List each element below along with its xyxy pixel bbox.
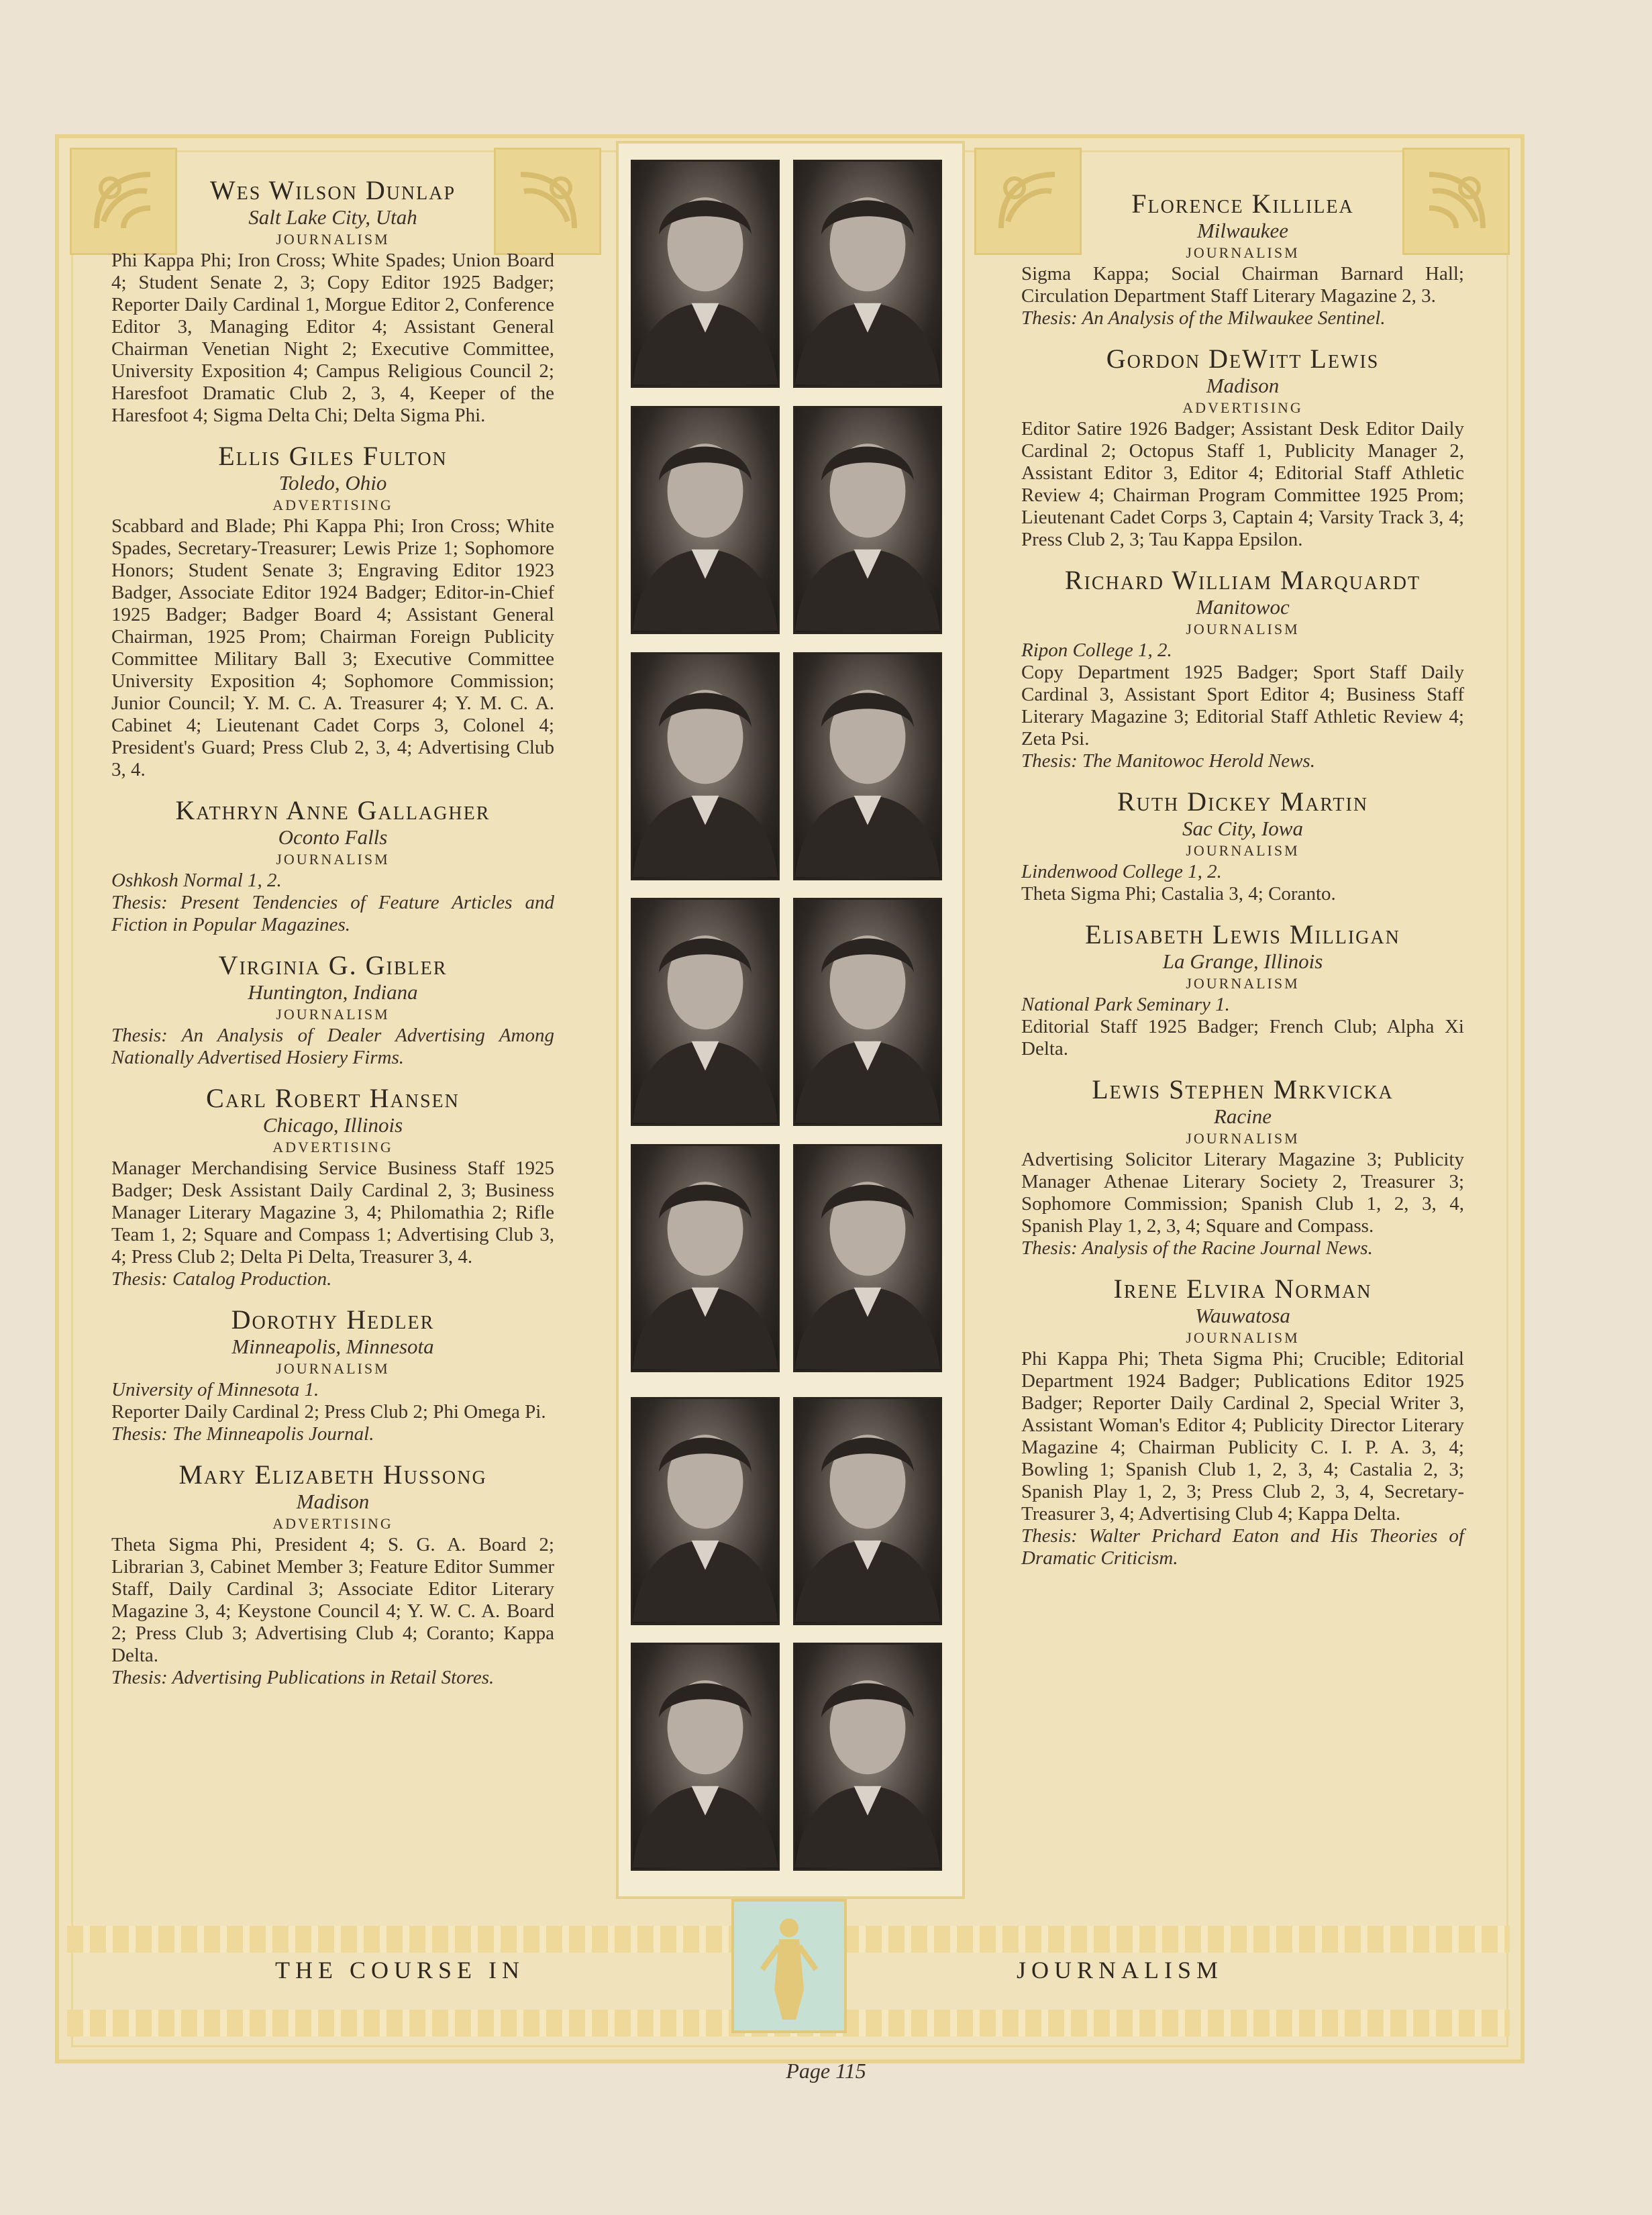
student-portrait bbox=[793, 898, 942, 1126]
thesis: Thesis: An Analysis of Dealer Advertising Among Nationally Advertised Hosiery Firms. bbox=[111, 1025, 554, 1068]
thesis: Thesis: Present Tendencies of Feature Articles and Fiction in Popular Magazines. bbox=[111, 892, 554, 935]
entry-fulton bbox=[111, 442, 554, 781]
student-name: Gordon DeWitt Lewis bbox=[1106, 344, 1380, 374]
portrait-silhouette-icon bbox=[633, 408, 778, 632]
portrait-silhouette-icon bbox=[633, 162, 778, 386]
thesis: Thesis: Advertising Publications in Retail Stores. bbox=[111, 1667, 495, 1688]
student-portrait bbox=[631, 652, 780, 880]
entry-lewis bbox=[1021, 344, 1464, 551]
course-label: ADVERTISING bbox=[1182, 399, 1303, 416]
entry-hedler bbox=[111, 1305, 554, 1445]
left-column bbox=[111, 176, 554, 1704]
student-portrait bbox=[793, 1643, 942, 1871]
entry-gibler bbox=[111, 951, 554, 1069]
student-portrait bbox=[631, 160, 780, 388]
hometown: Racine bbox=[1213, 1104, 1272, 1128]
entry-killilea bbox=[1021, 189, 1464, 329]
prior-school: Lindenwood College 1, 2. bbox=[1021, 861, 1222, 882]
portrait-silhouette-icon bbox=[795, 1645, 940, 1869]
portrait-silhouette-icon bbox=[633, 1645, 778, 1869]
hometown: Milwaukee bbox=[1196, 219, 1288, 242]
student-name: Kathryn Anne Gallagher bbox=[175, 795, 491, 825]
portrait-silhouette-icon bbox=[795, 408, 940, 632]
entry-hansen bbox=[111, 1084, 554, 1290]
course-label: JOURNALISM bbox=[276, 231, 390, 248]
student-portrait bbox=[793, 160, 942, 388]
activities: Manager Merchandising Service Business Staff 1925 Badger; Desk Assistant Daily Cardinal 2, 3; Business Manager Literary Magazine 3, 4; Philomathia 2; Rifle Team 1, 2; Square and Compass 1; Advertising Club 3, 4; Press Club 2; Delta Pi Delta, Treasurer 3, 4. bbox=[111, 1157, 554, 1268]
student-name: Virginia G. Gibler bbox=[218, 950, 448, 980]
course-label: JOURNALISM bbox=[276, 1360, 390, 1377]
entry-hussong bbox=[111, 1460, 554, 1689]
student-name: Florence Killilea bbox=[1131, 189, 1354, 219]
student-portrait bbox=[793, 1397, 942, 1625]
activities: Reporter Daily Cardinal 2; Press Club 2; Phi Omega Pi. bbox=[111, 1401, 546, 1423]
thesis: Thesis: Catalog Production. bbox=[111, 1268, 332, 1290]
activities: Scabbard and Blade; Phi Kappa Phi; Iron Cross; White Spades, Secretary-Treasurer; Lewis Prize 1; Sophomore Honors; Student Senate 3; Engraving Editor 1923 Badger, Associate Editor 1924 Badger; Editor-in-Chief 1925 Badger; Badger Board 4; Assistant General Chairman, 1925 Prom; Chairman Foreign Publicity Committee Military Ball 3; Executive Committee University Exposition 4; Sophomore Commission; Junior Council; Y. M. C. A. Treasurer 4; Y. M. C. A. Cabinet 4; Lieutenant Cadet Corps 3, Colonel 4; President's Guard; Press Club 2, 3, 4; Advertising Club 3, 4. bbox=[111, 515, 554, 780]
student-name: Dorothy Hedler bbox=[231, 1304, 435, 1335]
student-name: Elisabeth Lewis Milligan bbox=[1085, 919, 1400, 949]
hometown: Chicago, Illinois bbox=[262, 1113, 403, 1137]
course-label: JOURNALISM bbox=[276, 1006, 390, 1023]
activities: Theta Sigma Phi, President 4; S. G. A. Board 2; Librarian 3, Cabinet Member 3; Feature Editor Summer Staff, Daily Cardinal 3; Associate Editor Literary Magazine 3, 4; Keystone Council 4; Y. W. C. A. Board 2; Press Club 3; Advertising Club 4; Coranto; Kappa Delta. bbox=[111, 1534, 554, 1666]
course-label: JOURNALISM bbox=[1186, 975, 1300, 992]
course-label: JOURNALISM bbox=[276, 851, 390, 868]
prior-school: National Park Seminary 1. bbox=[1021, 994, 1230, 1015]
hometown: Madison bbox=[296, 1490, 370, 1513]
entry-marquardt bbox=[1021, 566, 1464, 772]
right-column bbox=[1021, 189, 1464, 1584]
student-portrait bbox=[631, 1144, 780, 1372]
portrait-silhouette-icon bbox=[795, 1146, 940, 1370]
entry-mrkvicka bbox=[1021, 1075, 1464, 1259]
activities: Phi Kappa Phi; Theta Sigma Phi; Crucible; Editorial Department 1924 Badger; Publications Editor 1925 Badger; Reporter Daily Cardinal 2, Special Writer 3, Assistant Woman's Editor 4; Publicity Director Literary Magazine 4; Chairman Publicity C. I. P. A. 3, 4; Bowling 1; Spanish Club 1, 2, 3, 4; Castalia 2, 3; Spanish Play 1, 2, 3; Press Club 2, 3, 4, Secretary-Treasurer 3, 4; Advertising Club 4; Kappa Delta. bbox=[1021, 1348, 1464, 1525]
hometown: Madison bbox=[1206, 374, 1280, 397]
course-label: ADVERTISING bbox=[272, 497, 393, 513]
hometown: Wauwatosa bbox=[1195, 1304, 1290, 1327]
portrait-silhouette-icon bbox=[795, 1399, 940, 1623]
footer-title-right: JOURNALISM bbox=[1017, 1957, 1224, 1984]
course-label: JOURNALISM bbox=[1186, 621, 1300, 637]
student-name: Carl Robert Hansen bbox=[206, 1083, 460, 1113]
hometown: Oconto Falls bbox=[278, 825, 388, 849]
prior-school: Ripon College 1, 2. bbox=[1021, 639, 1172, 661]
course-label: JOURNALISM bbox=[1186, 1329, 1300, 1346]
prior-school: Oshkosh Normal 1, 2. bbox=[111, 870, 282, 891]
activities: Advertising Solicitor Literary Magazine 3; Publicity Manager Athenae Literary Society 2, Treasurer 3; Sophomore Commission; Spanish Club 1, 2, 3, 4, Spanish Play 1, 2, 3, 4; Square and Compass. bbox=[1021, 1149, 1464, 1237]
student-name: Irene Elvira Norman bbox=[1113, 1274, 1372, 1304]
hometown: Huntington, Indiana bbox=[248, 980, 418, 1004]
thesis: Thesis: Analysis of the Racine Journal News. bbox=[1021, 1237, 1373, 1259]
portrait-silhouette-icon bbox=[633, 1399, 778, 1623]
activities: Copy Department 1925 Badger; Sport Staff Daily Cardinal 3, Assistant Sport Editor 4; Business Staff Literary Magazine 3; Editorial Staff Athletic Review 4; Zeta Psi. bbox=[1021, 662, 1464, 750]
activities: Editor Satire 1926 Badger; Assistant Desk Editor Daily Cardinal 2; Octopus Staff 1, Publicity Manager 2, Assistant Editor 3, Editor 4; Editorial Staff Athletic Review 4; Chairman Program Committee 1925 Prom; Lieutenant Cadet Corps 3, Captain 4; Varsity Track 3, 4; Press Club 2, 3; Tau Kappa Epsilon. bbox=[1021, 418, 1464, 550]
course-label: ADVERTISING bbox=[272, 1139, 393, 1155]
course-label: JOURNALISM bbox=[1186, 842, 1300, 859]
student-name: Lewis Stephen Mrkvicka bbox=[1092, 1074, 1394, 1104]
hometown: Sac City, Iowa bbox=[1182, 817, 1303, 840]
prior-school: University of Minnesota 1. bbox=[111, 1379, 319, 1400]
page-number: Page 115 bbox=[786, 2059, 866, 2083]
activities: Editorial Staff 1925 Badger; French Club; Alpha Xi Delta. bbox=[1021, 1016, 1464, 1060]
hometown: Salt Lake City, Utah bbox=[248, 205, 417, 229]
thesis: Thesis: The Manitowoc Herold News. bbox=[1021, 750, 1315, 772]
student-name: Ruth Dickey Martin bbox=[1117, 786, 1369, 817]
entry-gallagher bbox=[111, 796, 554, 936]
student-name: Richard William Marquardt bbox=[1064, 565, 1421, 595]
hometown: Toledo, Ohio bbox=[278, 471, 387, 495]
thesis: Thesis: An Analysis of the Milwaukee Sentinel. bbox=[1021, 307, 1386, 329]
student-portrait bbox=[631, 1397, 780, 1625]
student-name: Wes Wilson Dunlap bbox=[209, 175, 456, 205]
portrait-silhouette-icon bbox=[795, 900, 940, 1124]
student-portrait bbox=[631, 406, 780, 634]
course-label: ADVERTISING bbox=[272, 1515, 393, 1532]
course-label: JOURNALISM bbox=[1186, 1130, 1300, 1147]
emblem bbox=[731, 1899, 847, 2033]
activities: Sigma Kappa; Social Chairman Barnard Hall; Circulation Department Staff Literary Magazine 2, 3. bbox=[1021, 263, 1464, 307]
activities: Theta Sigma Phi; Castalia 3, 4; Coranto. bbox=[1021, 883, 1336, 905]
student-portrait bbox=[793, 406, 942, 634]
student-portrait bbox=[793, 652, 942, 880]
student-name: Ellis Giles Fulton bbox=[218, 441, 448, 471]
footer-title-left: THE COURSE IN bbox=[275, 1957, 525, 1984]
hometown: Manitowoc bbox=[1196, 595, 1290, 619]
hometown: Minneapolis, Minnesota bbox=[231, 1335, 434, 1358]
thesis: Thesis: Walter Prichard Eaton and His Theories of Dramatic Criticism. bbox=[1021, 1525, 1464, 1569]
student-portrait bbox=[793, 1144, 942, 1372]
student-portrait bbox=[631, 1643, 780, 1871]
classical-figure-icon bbox=[749, 1909, 829, 2023]
portrait-silhouette-icon bbox=[633, 1146, 778, 1370]
student-name: Mary Elizabeth Hussong bbox=[178, 1459, 487, 1490]
activities: Phi Kappa Phi; Iron Cross; White Spades; Union Board 4; Student Senate 2, 3; Copy Editor 1925 Badger; Reporter Daily Cardinal 1, Morgue Editor 2, Conference Editor 3, Managing Editor 4; Assistant General Chairman Venetian Night 2; Executive Committee, University Exposition 4; Campus Religious Council 2; Haresfoot Dramatic Club 2, 3, 4, Keeper of the Haresfoot 4; Sigma Delta Chi; Delta Sigma Phi. bbox=[111, 250, 554, 426]
entry-martin bbox=[1021, 787, 1464, 905]
course-label: JOURNALISM bbox=[1186, 244, 1300, 261]
portrait-silhouette-icon bbox=[633, 654, 778, 878]
student-portrait bbox=[631, 898, 780, 1126]
thesis: Thesis: The Minneapolis Journal. bbox=[111, 1423, 374, 1445]
hometown: La Grange, Illinois bbox=[1162, 949, 1323, 973]
portrait-silhouette-icon bbox=[795, 162, 940, 386]
entry-milligan bbox=[1021, 920, 1464, 1060]
entry-dunlap bbox=[111, 176, 554, 427]
entry-norman bbox=[1021, 1274, 1464, 1569]
portrait-silhouette-icon bbox=[795, 654, 940, 878]
portrait-silhouette-icon bbox=[633, 900, 778, 1124]
